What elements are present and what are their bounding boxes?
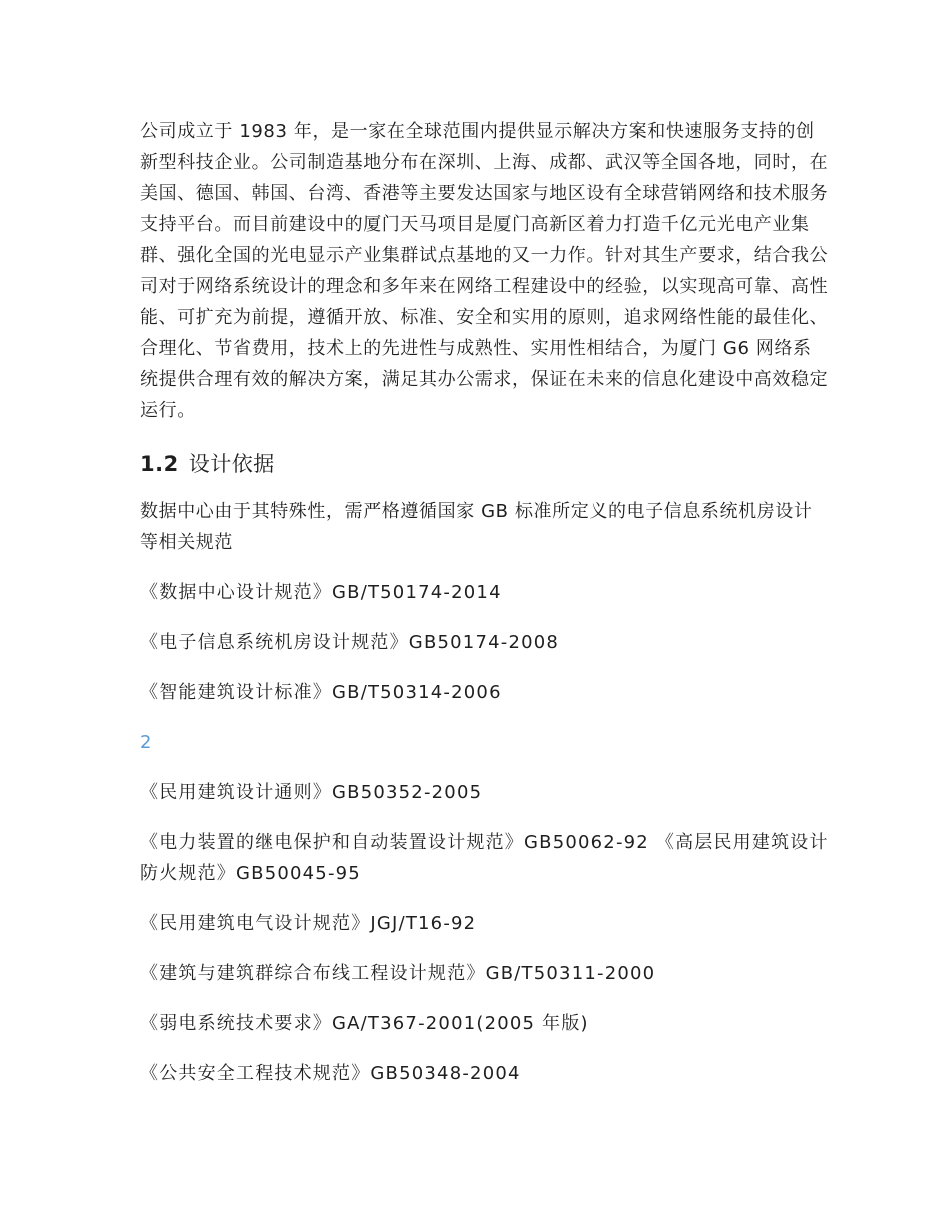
standard-item: 《电子信息系统机房设计规范》GB50174-2008 [140, 632, 560, 653]
section-number: 1.2 [140, 452, 179, 476]
section-title: 设计依据 [188, 452, 275, 476]
design-basis-intro: 数据中心由于其特殊性，需严格遵循国家 GB 标准所定义的电子信息系统机房设计等相关规范 [140, 501, 813, 553]
section-heading [140, 444, 830, 484]
standard-item: 《电力装置的继电保护和自动装置设计规范》GB50062-92 《高层民用建筑设计防火规范》GB50045-95 [140, 832, 829, 884]
standard-item: 《数据中心设计规范》GB/T50174-2014 [140, 582, 502, 603]
standard-item: 《公共安全工程技术规范》GB50348-2004 [140, 1063, 521, 1084]
document-page [140, 116, 830, 1089]
standard-item: 《智能建筑设计标准》GB/T50314-2006 [140, 682, 502, 703]
standard-item: 《民用建筑设计通则》GB50352-2005 [140, 782, 483, 803]
standard-item: 《民用建筑电气设计规范》JGJ/T16-92 [140, 913, 477, 934]
intro-paragraph: 公司成立于 1983 年，是一家在全球范围内提供显示解决方案和快速服务支持的创新型科技企业。公司制造基地分布在深圳、上海、成都、武汉等全国各地，同时，在美国、德国、韩国、台湾、香港等主要发达国家与地区设有全球营销网络和技术服务支持平台。而目前建设中的厦门天马项目是厦门高新区着力打造千亿元光电产业集群、强化全国的光电显示产业集群试点基地的又一力作。针对其生产要求，结合我公司对于网络系统设计的理念和多年来在网络工程建设中的经验，以实现高可靠、高性能、可扩充为前提，遵循开放、标准、安全和实用的原则，追求网络性能的最佳化、合理化、节省费用，技术上的先进性与成熟性、实用性相结合，为厦门 G6 网络系统提供合理有效的解决方案，满足其办公需求，保证在未来的信息化建设中高效稳定运行。 [140, 121, 829, 421]
standard-item: 《建筑与建筑群综合布线工程设计规范》GB/T50311-2000 [140, 963, 656, 984]
page-number: 2 [140, 732, 152, 753]
standard-item: 《弱电系统技术要求》GA/T367-2001(2005 年版) [140, 1013, 589, 1034]
